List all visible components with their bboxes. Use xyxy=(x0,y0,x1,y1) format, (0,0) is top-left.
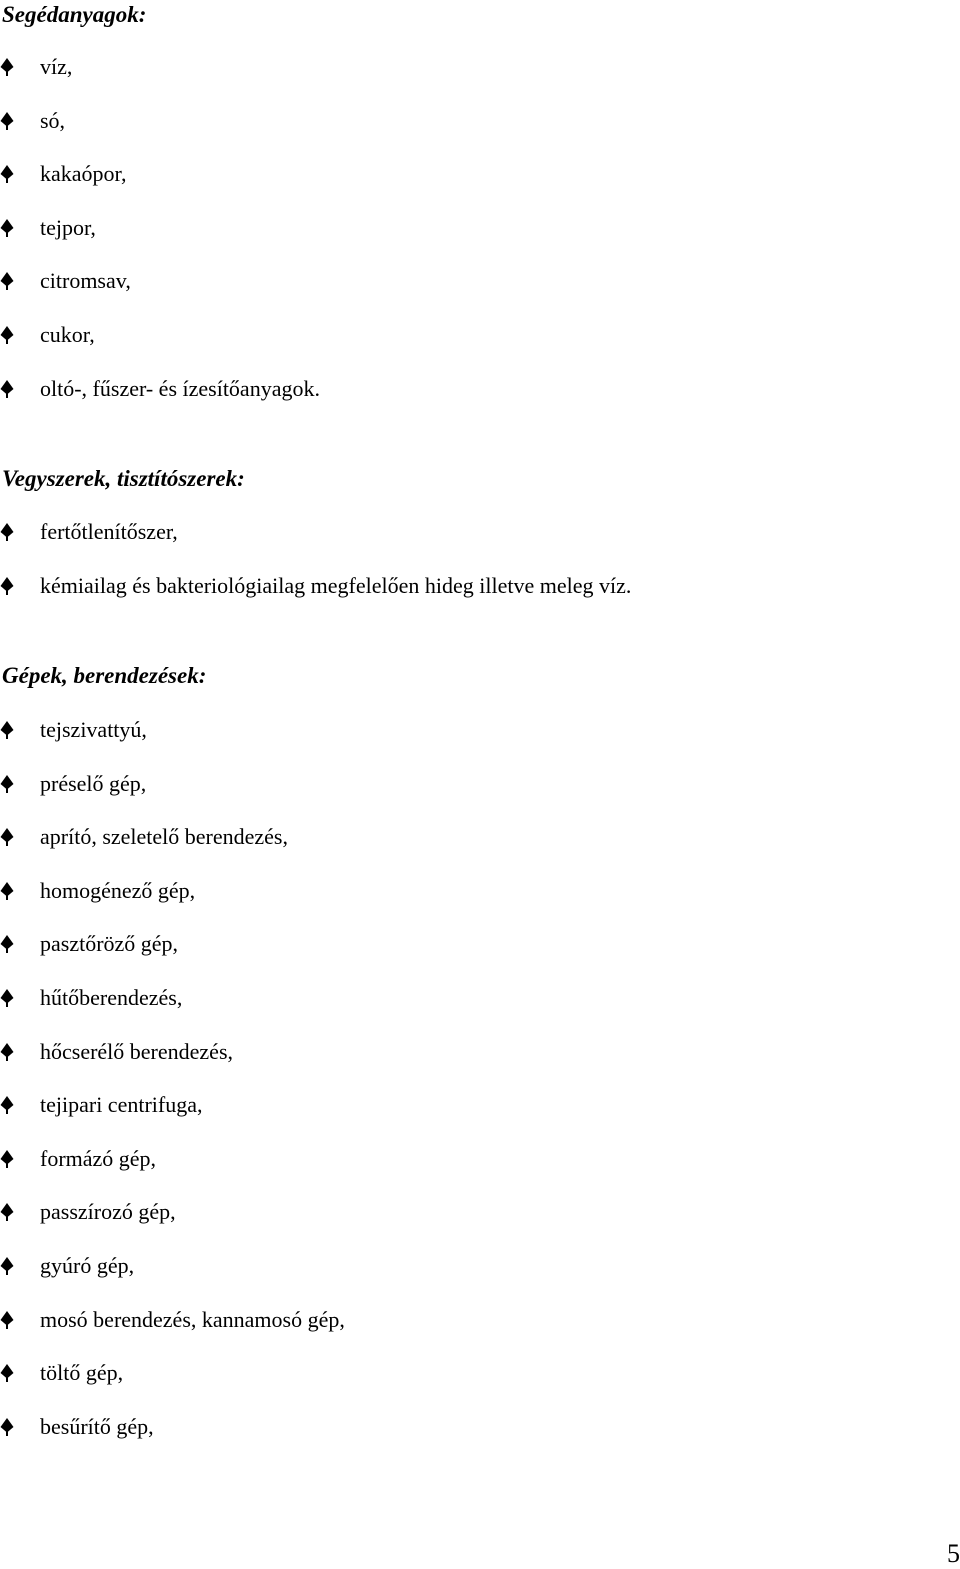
diamond-bullet-icon xyxy=(0,320,22,350)
diamond-bullet-icon xyxy=(0,1358,22,1388)
diamond-bullet-icon xyxy=(0,715,22,745)
section-heading-vegyszerek: Vegyszerek, tisztítószerek: xyxy=(2,466,245,491)
diamond-bullet-icon xyxy=(0,159,22,189)
diamond-bullet-icon xyxy=(0,571,22,601)
section-heading-segedanyagok: Segédanyagok: xyxy=(2,2,147,27)
diamond-bullet-icon xyxy=(0,822,22,852)
diamond-bullet-icon xyxy=(0,266,22,296)
diamond-bullet-icon xyxy=(0,983,22,1013)
diamond-bullet-icon xyxy=(0,1197,22,1227)
diamond-bullet-icon xyxy=(0,769,22,799)
diamond-bullet-icon xyxy=(0,1412,22,1442)
diamond-bullet-icon xyxy=(0,1251,22,1281)
diamond-bullet-icon xyxy=(0,106,22,136)
diamond-bullet-icon xyxy=(0,213,22,243)
document-page: Segédanyagok: víz, só, kakaópor, tejpor, citromsav, cukor, oltó-, fűszer- és ízesítőanyagok. Vegyszerek, tisztítószerek: fertőtlenítőszer, kémiailag és bakteriológiailag megfelelően hideg illetve meleg víz. Gépek, berendezések: tejszivattyú, préselő gép, aprító, szeletelő berendezés, homogénező gép, pasztőröző gép, hűtőberendezés, hőcserélő berendezés, tejipari centrifuga, formázó gép, passzírozó gép, gyúró gép, mosó berendezés, kannamosó gép, töltő gép, besűrítő gép, 5 xyxy=(2,2,960,1568)
section-heading-gepek: Gépek, berendezések: xyxy=(2,663,207,688)
diamond-bullet-icon xyxy=(0,1305,22,1335)
diamond-bullet-icon xyxy=(0,876,22,906)
diamond-bullet-icon xyxy=(0,1037,22,1067)
diamond-bullet-icon xyxy=(0,517,22,547)
diamond-bullet-icon xyxy=(0,1090,22,1120)
diamond-bullet-icon xyxy=(0,929,22,959)
diamond-bullet-icon xyxy=(0,374,22,404)
diamond-bullet-icon xyxy=(0,52,22,82)
page-number: 5 xyxy=(947,1539,960,1568)
diamond-bullet-icon xyxy=(0,1144,22,1174)
